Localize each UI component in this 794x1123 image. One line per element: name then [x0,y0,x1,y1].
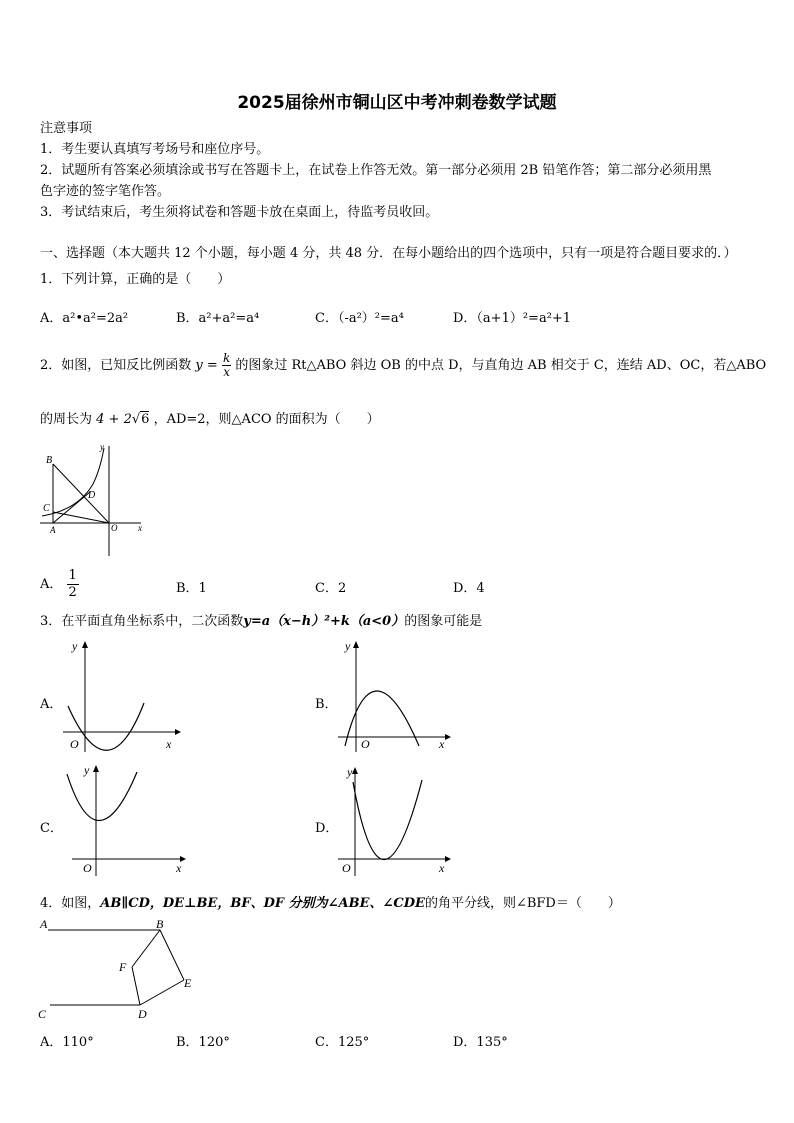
q4-option-c: C．125° [315,1035,370,1050]
q3d-x-label: x [439,861,445,875]
q2-option-a-den: 2 [68,585,77,600]
q1-option-c: C．（-a²）²=a⁴ [315,311,404,326]
q3b-x-arrow-icon [445,734,451,740]
q1-option-d: D．（a+1）²=a²+1 [453,311,572,326]
q4-segment-fd [132,967,140,1005]
q2-stem-line1 [40,348,766,384]
q2-perimeter-a: 4 + 2 [96,412,132,427]
q3-option-c: C． [40,821,63,836]
q2-option-a [40,565,79,605]
q2-func-den: x [223,365,230,379]
q3-stem [40,612,482,632]
q2-perimeter-root: 6 [141,412,150,427]
q4-stem-c: 的角平分线，则∠BFD＝（ ） [424,896,621,911]
q2-option-a-label: A． [40,577,63,592]
q4-label-c: C [38,1007,47,1021]
q2-label-y: y [100,442,104,452]
q2-func-fraction [222,352,231,379]
section-heading: 一、选择题（本大题共 12 个小题，每小题 4 分，共 48 分．在每小题给出的四个选项中，只有一项是符合题目要求的．） [40,246,737,261]
q2-label-d: D [88,490,96,501]
sqrt-icon: √ [131,412,141,427]
q1-option-b: B．a²+a²=a⁴ [176,311,260,326]
q4-stem-b: AB∥CD，DE⊥BE，BF、DF 分别为∠ABE、∠CDE [100,896,425,911]
q4-stem-a: 4．如图， [40,896,101,911]
q4-segment-bf [132,930,160,967]
q1-option-a: A．a²•a²=2a² [40,311,129,326]
q4-segment-be [160,930,184,980]
q3-graph-b [335,636,460,754]
q2-option-b: B．1 [176,581,207,596]
q3b-origin: O [361,737,370,751]
q1-stem: 1．下列计算，正确的是（ ） [40,272,231,287]
q2-option-c: C．2 [315,581,347,596]
q2-label-c: C [43,503,50,514]
q3d-origin: O [342,861,351,875]
q3-graph-c [60,760,195,878]
notice-item-3: 3．考试结束后，考生须将试卷和答题卡放在桌面上，待监考员收回。 [40,205,439,220]
notice-heading: 注意事项 [40,121,93,136]
q3-option-b: B． [315,697,338,712]
q3d-x-arrow-icon [445,856,451,862]
q3-stem-a: 3．在平面直角坐标系中，二次函数 [40,614,244,629]
q3b-x-label: x [439,737,445,751]
q4-label-f: F [119,960,127,974]
q3-stem-func: y=a（x−h）²+k（a<0） [243,614,405,629]
q4-label-b: B [156,917,164,931]
notice-item-2: 2．试题所有答案必须填涂或书写在答题卡上，在试卷上作答无效。第一部分必须用 2B 铅笔作答；第二部分必须用黑 [40,163,712,178]
q3-graph-d [335,760,460,878]
page-title: 2025届徐州市铜山区中考冲刺卷数学试题 [237,93,557,113]
notice-item-1: 1．考生要认真填写考场号和座位序号。 [40,142,270,157]
q3d-y-label: y [347,765,353,779]
q3-option-d: D． [315,821,339,836]
q4-label-d: D [138,1007,147,1021]
q4-option-b: B．120° [176,1035,230,1050]
q2-stem-d: ，AD=2，则△ACO 的面积为（ ） [153,412,380,427]
q3a-origin: O [70,737,79,751]
q3-stem-b: 的图象可能是 [404,614,483,629]
q4-label-e: E [184,976,192,990]
q4-option-d: D．135° [453,1035,508,1050]
q2-func-lhs: y = [195,358,218,373]
q2-stem-c: 的周长为 [40,412,93,427]
q3a-y-label: y [72,639,78,653]
q3b-y-label: y [345,639,351,653]
q4-figure [34,914,204,1022]
q4-stem [40,894,621,914]
q3c-origin: O [83,861,92,875]
q2-label-a: A [50,525,56,535]
q2-func-num: k [222,351,231,365]
q3a-x-arrow-icon [175,729,181,735]
q3c-x-label: x [176,861,182,875]
q3c-y-arrow-icon [93,765,99,772]
q2-label-x: x [138,523,142,533]
q2-label-o: O [111,523,118,533]
q3c-y-label: y [84,763,90,777]
q2-option-a-fraction [67,568,79,601]
q4-segment-ed [140,980,184,1005]
notice-item-2-cont: 色字迹的签字笔作答。 [40,184,171,199]
q3b-y-arrow-icon [353,641,359,648]
q2-label-b: B [46,455,53,466]
q3d-parabola [353,780,422,860]
q3a-y-arrow-icon [82,641,88,648]
q2-figure [38,440,158,558]
q2-option-a-num: 1 [68,568,77,583]
q2-stem-b: 的图象过 Rt△ABO 斜边 OB 的中点 D，与直角边 AB 相交于 C，连结 AD、OC，若△ABO [235,358,767,373]
q3d-y-arrow-icon [352,767,358,774]
q2-stem-a: 2．如图，已知反比例函数 [40,358,192,373]
q3a-x-label: x [166,737,172,751]
q4-option-a: A．110° [40,1035,94,1050]
q2-stem-line2 [40,410,380,430]
q4-label-a: A [40,917,48,931]
q3c-parabola [67,772,137,821]
q3-graph-a [60,636,185,754]
q2-option-d: D．4 [453,581,485,596]
q3-option-a: A． [40,697,63,712]
q3a-parabola [68,703,144,750]
